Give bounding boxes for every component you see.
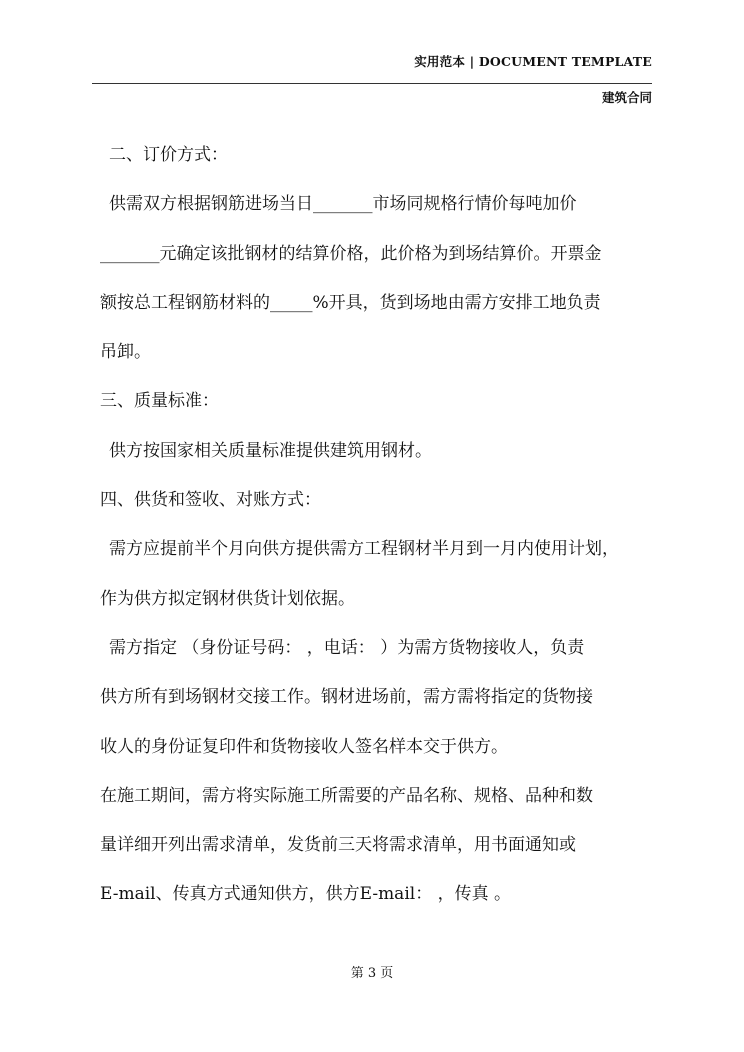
paragraph-line: 供方所有到场钢材交接工作。钢材进场前，需方需将指定的货物接: [100, 687, 593, 708]
paragraph-line: 在施工期间，需方将实际施工所需要的产品名称、规格、品种和数: [100, 785, 593, 806]
section-heading-quality: 三、质量标准：: [100, 391, 219, 412]
header-title: 实用范本 | DOCUMENT TEMPLATE: [414, 54, 652, 69]
paragraph-line: 需方指定 （身份证号码： ，电话： ）为需方货物接收人，负责: [109, 637, 585, 658]
section-heading-pricing: 二、订价方式：: [109, 145, 228, 165]
page-number: 第 3 页: [350, 966, 394, 981]
paragraph-line: 额按总工程钢筋材料的_____%开具，货到场地由需方安排工地负责: [100, 292, 601, 313]
paragraph-line: 量详细开列出需求清单，发货前三天将需求清单，用书面通知或: [100, 835, 576, 856]
paragraph-line: _______元确定该批钢材的结算价格，此价格为到场结算价。开票金: [100, 243, 602, 264]
document-body: [100, 140, 660, 929]
paragraph-line: 供需双方根据钢筋进场当日_______市场同规格行情价每吨加价: [109, 194, 577, 215]
section-heading-delivery: 四、供货和签收、对账方式：: [100, 490, 321, 511]
paragraph-line: 供方按国家相关质量标准提供建筑用钢材。: [109, 440, 432, 461]
paragraph-line: E-mail、传真方式通知供方，供方E-mail： ，传真 。: [100, 884, 512, 905]
header-divider: [92, 83, 652, 84]
paragraph-line: 需方应提前半个月向供方提供需方工程钢材半月到一月内使用计划，: [109, 539, 619, 560]
paragraph-line: 作为供方拟定钢材供货计划依据。: [100, 588, 355, 609]
paragraph-line: 收人的身份证复印件和货物接收人签名样本交于供方。: [100, 736, 508, 757]
header-subtitle: 建筑合同: [601, 90, 652, 105]
paragraph-line: 吊卸。: [100, 342, 151, 363]
